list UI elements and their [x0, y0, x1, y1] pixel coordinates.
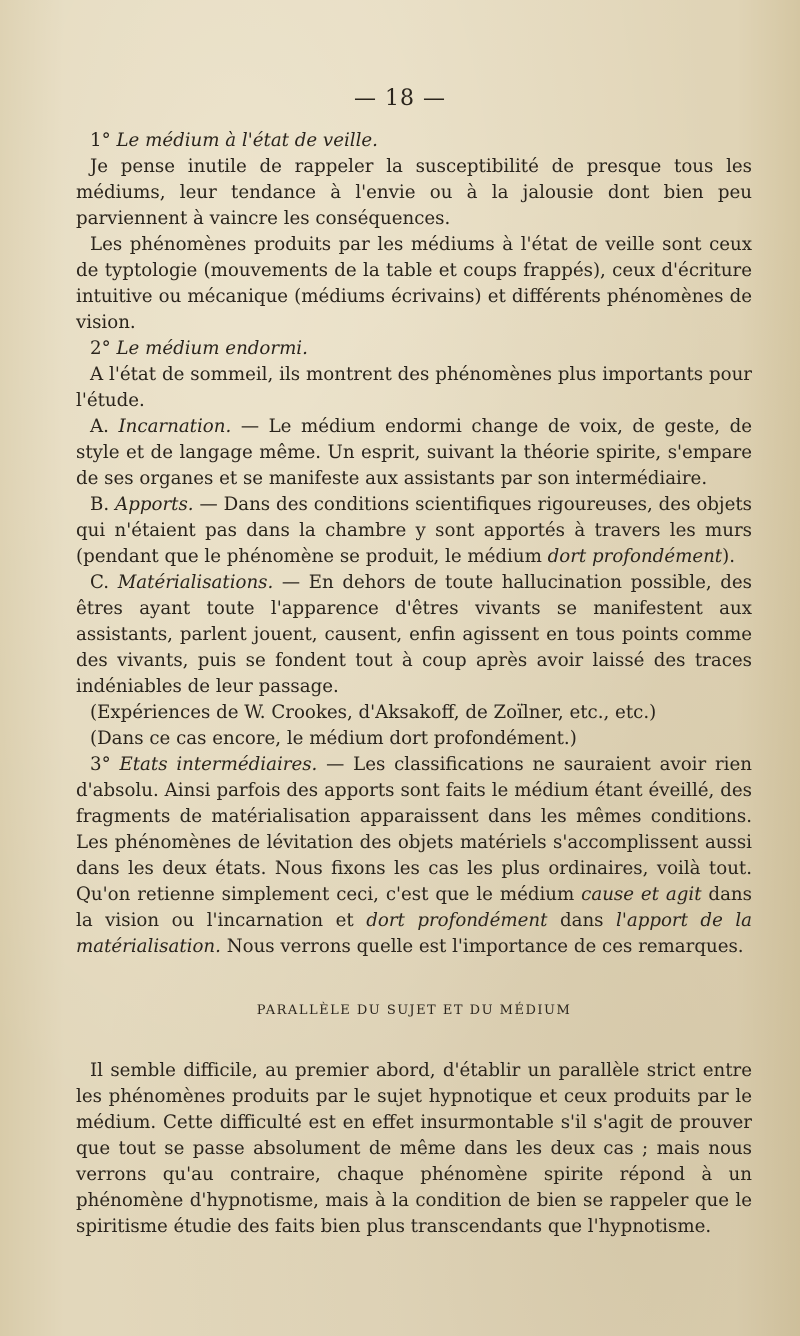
item-label: A.	[90, 416, 109, 437]
item-label: 3°	[90, 754, 111, 775]
item-title: Matérialisations.	[117, 572, 274, 593]
item-emphasis: dort profondément	[547, 546, 723, 567]
item-title: Incarnation.	[118, 416, 232, 437]
item-title: Apports.	[115, 494, 194, 515]
page-body	[76, 128, 752, 1240]
item-apports	[76, 492, 752, 570]
item-text-end: ).	[722, 546, 736, 567]
item-text: — En dehors de toute hallucination possible, des êtres ayant toute l'apparence d'êtres vivants se manifestent aux assistants, parlent jouent, causent, enfin agissent en tous points comme des vivants, puis se fondent tout à coup après avoir laissé des traces indéniables de leur passage.	[76, 572, 752, 697]
paragraph: Je pense inutile de rappeler la susceptibilité de presque tous les médiums, leur tendance à l'envie ou à la jalousie dont bien peu parviennent à vaincre les conséquences.	[76, 156, 752, 229]
heading-title: Le médium endormi.	[116, 338, 308, 359]
heading-awake-medium	[76, 128, 752, 154]
item-emphasis: l'apport de la matérialisation.	[76, 910, 752, 957]
page-number: — 18 —	[354, 86, 446, 111]
item-title: Etats intermédiaires.	[119, 754, 318, 775]
heading-number: 1°	[90, 130, 111, 151]
paragraph: Les phénomènes produits par les médiums à l'état de veille sont ceux de typtologie (mouvements de la table et coups frappés), ceux d'écriture intuitive ou mécanique (médiums écrivains) et différents phénomènes de vision.	[76, 234, 752, 333]
item-emphasis: cause et agit	[581, 884, 702, 905]
item-text: dans	[559, 910, 604, 931]
item-incarnation	[76, 414, 752, 492]
item-emphasis: dort profondément	[366, 910, 548, 931]
item-text: — Le médium endormi change de voix, de geste, de style et de langage même. Un esprit, suivant la théorie spirite, s'empare de ses organes et se manifeste aux assistants par son intermédiaire.	[76, 416, 752, 489]
section-title: PARALLÈLE DU SUJET ET DU MÉDIUM	[256, 1003, 572, 1018]
item-label: B.	[90, 494, 110, 515]
item-materialisations	[76, 570, 752, 700]
item-intermediate-states	[76, 752, 752, 960]
item-label: C.	[90, 572, 110, 593]
item-text: dans la vision ou l'incarnation et	[76, 884, 752, 931]
heading-number: 2°	[90, 338, 111, 359]
heading-asleep-medium	[76, 336, 752, 362]
paragraph: (Dans ce cas encore, le médium dort profondément.)	[90, 728, 577, 749]
item-text: — Dans des conditions scientifiques rigoureuses, des objets qui n'étaient pas dans la chambre y sont apportés à travers les murs (pendant que le phénomène se produit, le médium	[76, 494, 752, 567]
item-text: — Les classifications ne sauraient avoir rien d'absolu. Ainsi parfois des apports sont faits le médium étant éveillé, des fragments de matérialisation apparaissent dans les mêmes conditions. Les phénomènes de lévitation des objets matériels s'accomplissent aussi dans les deux états. Nous fixons les cas les plus ordinaires, voilà tout. Qu'on retienne simplement ceci, c'est que le médium	[76, 754, 752, 905]
paragraph: Il semble difficile, au premier abord, d'établir un parallèle strict entre les phénomènes produits par le sujet hypnotique et ceux produits par le médium. Cette difficulté est en effet insurmontable s'il s'agit de prouver que tout se passe absolument de même dans les deux cas ; mais nous verrons qu'au contraire, chaque phénomène spirite répond à un phénomène d'hypnotisme, mais à la condition de bien se rappeler que le spiritisme étudie des faits bien plus transcendants que l'hypnotisme.	[76, 1060, 752, 1237]
paragraph: (Expériences de W. Crookes, d'Aksakoff, de Zoïlner, etc., etc.)	[90, 702, 657, 723]
heading-title: Le médium à l'état de veille.	[116, 130, 378, 151]
item-text: Nous verrons quelle est l'importance de ces remarques.	[226, 936, 744, 957]
paragraph: A l'état de sommeil, ils montrent des phénomènes plus importants pour l'étude.	[76, 364, 752, 411]
